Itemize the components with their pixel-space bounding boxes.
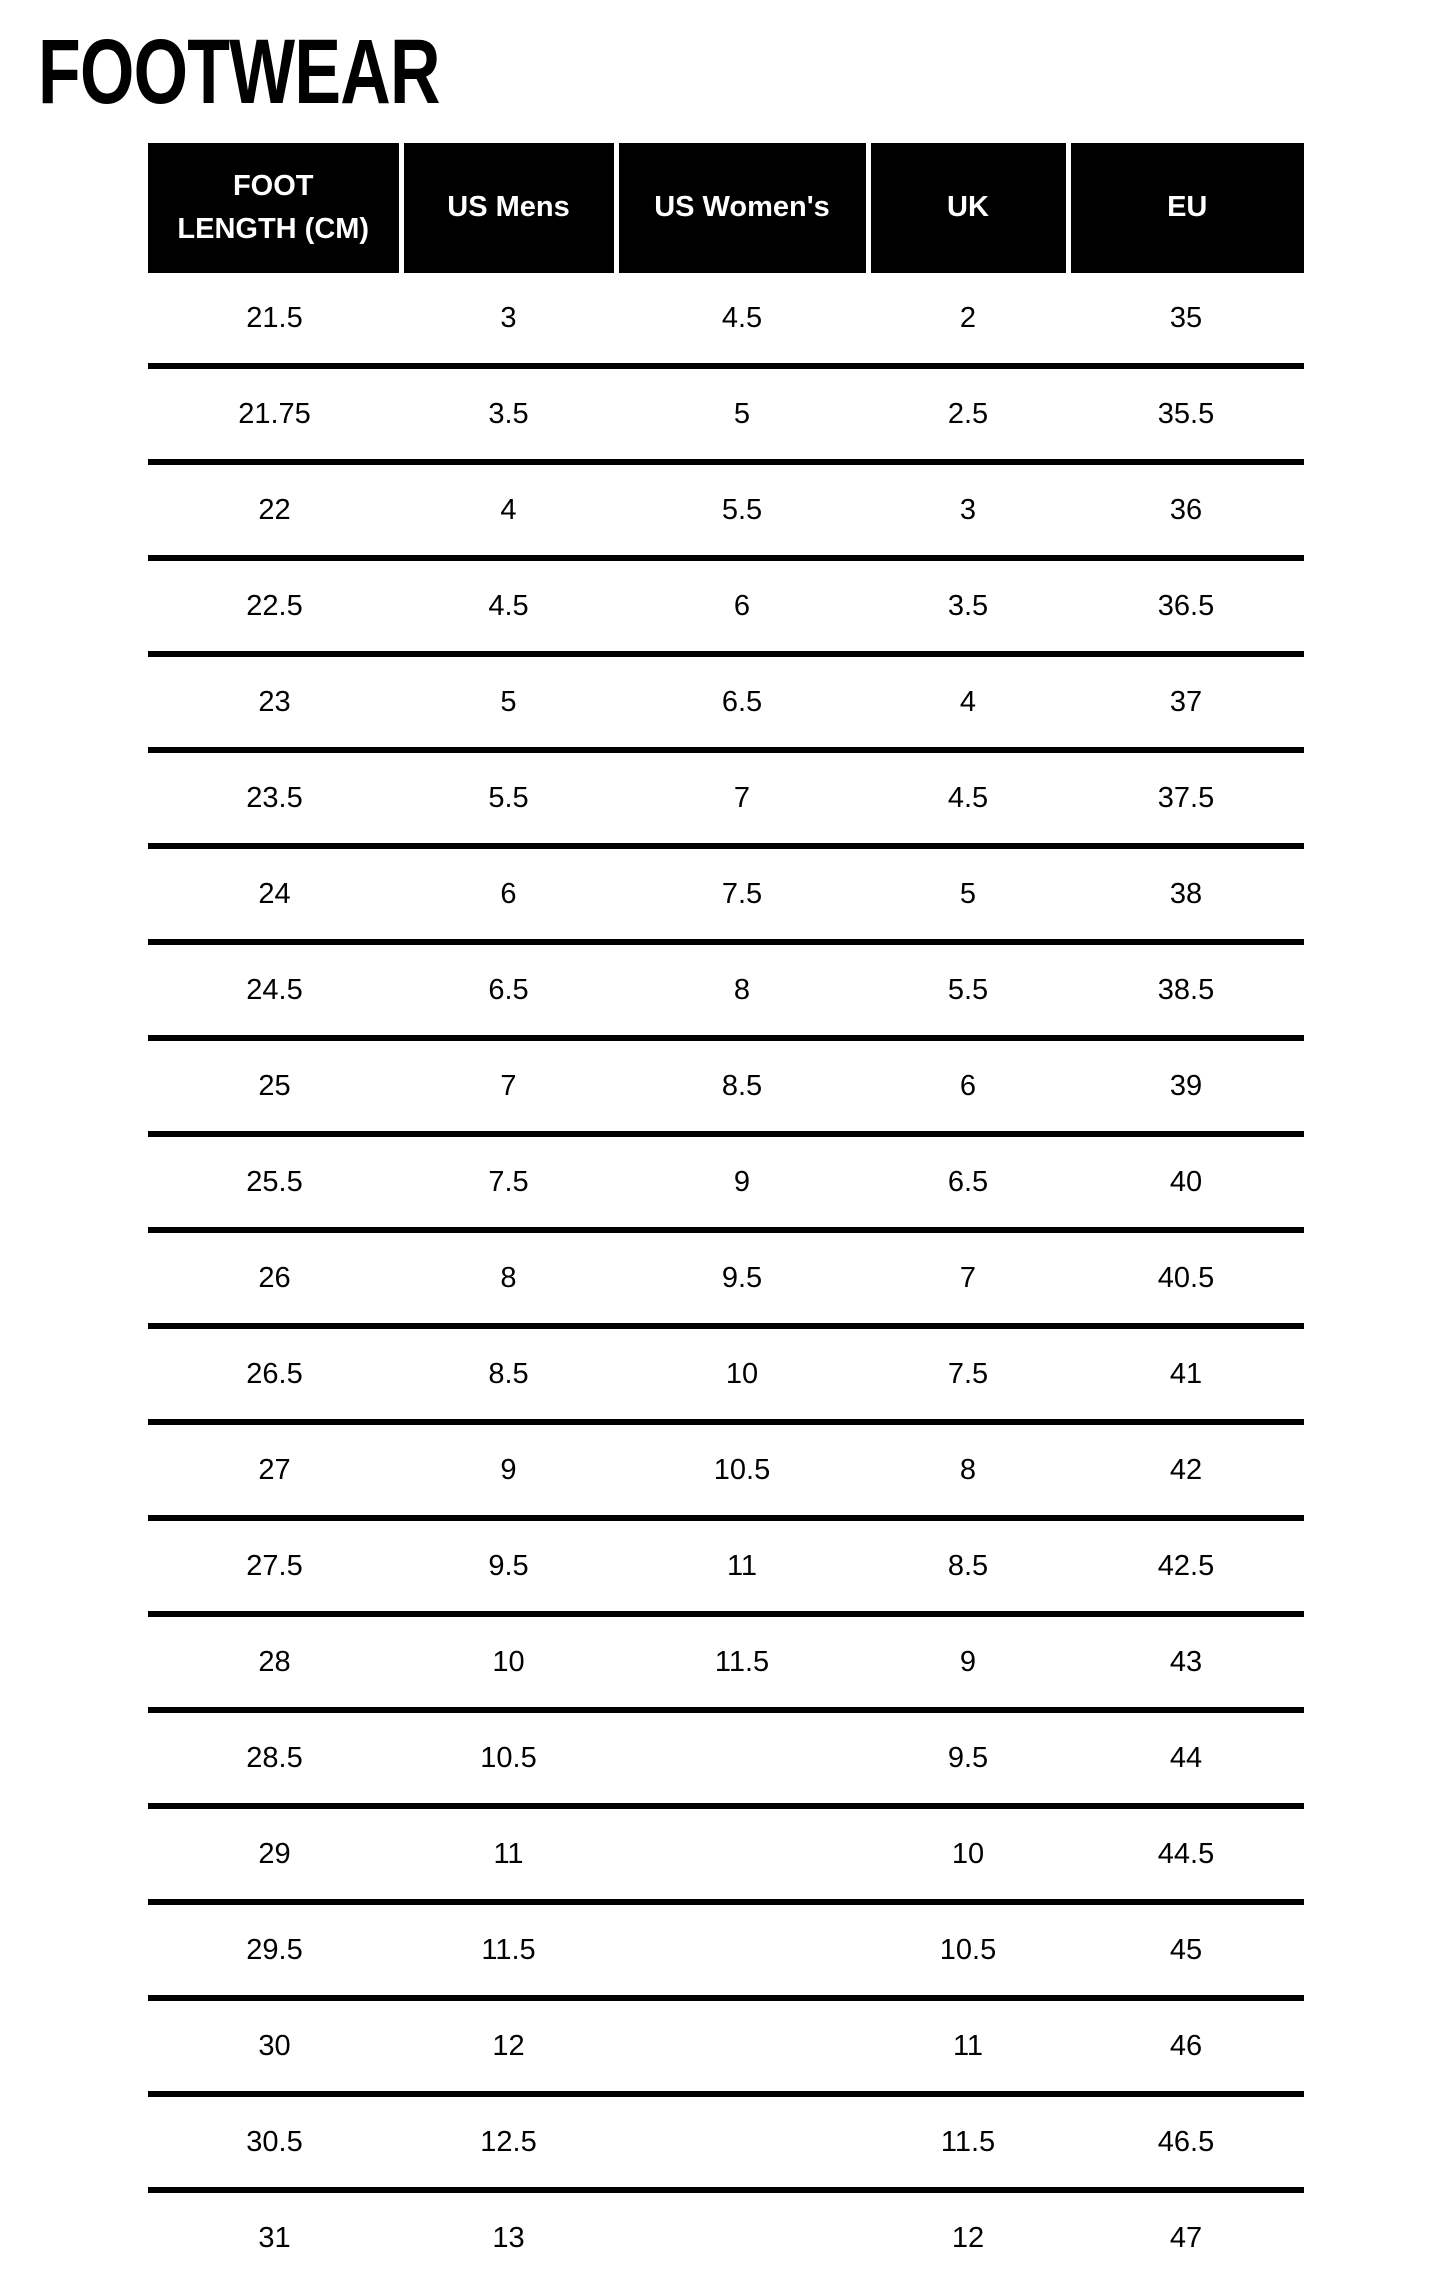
- cell-us-womens: [616, 1710, 868, 1806]
- cell-foot-length-cm: 27.5: [148, 1518, 401, 1614]
- cell-uk: 10: [868, 1806, 1068, 1902]
- cell-uk: 3.5: [868, 558, 1068, 654]
- cell-us-mens: 8.5: [401, 1326, 616, 1422]
- cell-us-mens: 11.5: [401, 1902, 616, 1998]
- cell-us-womens: 6: [616, 558, 868, 654]
- cell-eu: 35: [1169, 301, 1203, 334]
- table-row: [148, 2190, 1304, 2283]
- cell-eu: 42.5: [1068, 1518, 1304, 1614]
- cell-uk: 9.5: [868, 1710, 1068, 1806]
- cell-foot-length-cm: 29.5: [148, 1902, 401, 1998]
- table-header-row: [148, 143, 1304, 273]
- cell-foot-length-cm: 28: [148, 1614, 401, 1710]
- cell-uk: 10.5: [868, 1902, 1068, 1998]
- cell-us-womens: 11: [616, 1518, 868, 1614]
- cell-foot-length-cm: 24.5: [148, 942, 401, 1038]
- cell-eu: 47: [1068, 2190, 1304, 2283]
- cell-uk: 2: [959, 301, 977, 334]
- cell-us-mens: 9: [401, 1422, 616, 1518]
- column-header-us-mens: US Mens: [401, 143, 616, 273]
- cell-foot-length-cm: 25.5: [148, 1134, 401, 1230]
- cell-foot-length-cm: 26: [148, 1230, 401, 1326]
- cell-foot-length-cm: 26.5: [148, 1326, 401, 1422]
- table-row: [148, 1902, 1304, 1998]
- cell-us-mens: 12: [401, 1998, 616, 2094]
- cell-us-mens: 5: [401, 654, 616, 750]
- cell-us-womens: 9: [616, 1134, 868, 1230]
- cell-uk: 11: [868, 1998, 1068, 2094]
- cell-foot-length-cm: 30.5: [148, 2094, 401, 2190]
- cell-foot-length-cm: 30: [148, 1998, 401, 2094]
- cell-foot-length-cm: 31: [148, 2190, 401, 2283]
- cell-us-womens: [616, 1902, 868, 1998]
- table-row: [148, 1518, 1304, 1614]
- column-header-us-womens: US Women's: [616, 143, 868, 273]
- cell-us-womens: 5: [616, 366, 868, 462]
- cell-us-womens: 10.5: [616, 1422, 868, 1518]
- table-row: [148, 1422, 1304, 1518]
- cell-eu: 37.5: [1068, 750, 1304, 846]
- table-row: [148, 1614, 1304, 1710]
- cell-uk: 9: [868, 1614, 1068, 1710]
- cell-eu: 45: [1068, 1902, 1304, 1998]
- cell-us-womens: [616, 2094, 868, 2190]
- table-row: [148, 1326, 1304, 1422]
- cell-uk: 7.5: [868, 1326, 1068, 1422]
- cell-us-womens: [616, 2190, 868, 2283]
- cell-eu: 46.5: [1068, 2094, 1304, 2190]
- cell-us-mens: 7.5: [401, 1134, 616, 1230]
- footwear-size-table: [148, 143, 1304, 2283]
- cell-uk: 6: [868, 1038, 1068, 1134]
- cell-us-mens: 3.5: [401, 366, 616, 462]
- cell-foot-length-cm: 21.75: [148, 366, 401, 462]
- cell-eu: 36.5: [1068, 558, 1304, 654]
- cell-us-womens: [616, 1806, 868, 1902]
- cell-us-mens: 11: [401, 1806, 616, 1902]
- table-row: [148, 1038, 1304, 1134]
- cell-us-womens: 8.5: [616, 1038, 868, 1134]
- cell-us-mens: 13: [401, 2190, 616, 2283]
- column-header-uk: UK: [868, 143, 1068, 273]
- cell-eu: 43: [1068, 1614, 1304, 1710]
- cell-us-womens: 9.5: [616, 1230, 868, 1326]
- cell-uk: 5: [868, 846, 1068, 942]
- column-header-eu: EU: [1068, 143, 1304, 273]
- table-row: [148, 1998, 1304, 2094]
- cell-foot-length-cm: 23.5: [148, 750, 401, 846]
- cell-eu: 39: [1068, 1038, 1304, 1134]
- cell-eu: 36: [1068, 462, 1304, 558]
- cell-us-mens: 9.5: [401, 1518, 616, 1614]
- cell-us-womens: 5.5: [616, 462, 868, 558]
- cell-eu: 46: [1068, 1998, 1304, 2094]
- table-row: [148, 846, 1304, 942]
- cell-uk: 6.5: [868, 1134, 1068, 1230]
- table-row: [148, 1806, 1304, 1902]
- cell-us-mens: 4.5: [401, 558, 616, 654]
- table-row: [148, 654, 1304, 750]
- cell-us-mens: 10.5: [401, 1710, 616, 1806]
- cell-uk: 8.5: [868, 1518, 1068, 1614]
- cell-foot-length-cm: 29: [148, 1806, 401, 1902]
- cell-us-womens: 8: [616, 942, 868, 1038]
- cell-foot-length-cm: 28.5: [148, 1710, 401, 1806]
- cell-eu: 40: [1068, 1134, 1304, 1230]
- cell-eu: 35.5: [1068, 366, 1304, 462]
- cell-us-mens: 6: [401, 846, 616, 942]
- cell-uk: 7: [868, 1230, 1068, 1326]
- cell-us-womens: 7.5: [616, 846, 868, 942]
- cell-eu: 44: [1068, 1710, 1304, 1806]
- cell-uk: 5.5: [868, 942, 1068, 1038]
- cell-uk: 12: [868, 2190, 1068, 2283]
- table-row: [148, 1134, 1304, 1230]
- cell-eu: 38: [1068, 846, 1304, 942]
- cell-us-mens: 8: [401, 1230, 616, 1326]
- cell-uk: 3: [868, 462, 1068, 558]
- column-header-foot-length-cm: FOOT LENGTH (CM): [148, 143, 401, 273]
- cell-us-mens: 4: [401, 462, 616, 558]
- table-row: [148, 558, 1304, 654]
- table-row: [148, 942, 1304, 1038]
- table-row: [148, 1230, 1304, 1326]
- cell-foot-length-cm: 22: [148, 462, 401, 558]
- cell-us-womens: 6.5: [616, 654, 868, 750]
- cell-foot-length-cm: 27: [148, 1422, 401, 1518]
- cell-eu: 37: [1068, 654, 1304, 750]
- cell-us-mens: 5.5: [401, 750, 616, 846]
- cell-uk: 4.5: [868, 750, 1068, 846]
- cell-foot-length-cm: 25: [148, 1038, 401, 1134]
- cell-foot-length-cm: 23: [148, 654, 401, 750]
- cell-us-womens: 11.5: [616, 1614, 868, 1710]
- table-row: [148, 750, 1304, 846]
- cell-foot-length-cm: 24: [148, 846, 401, 942]
- cell-uk: 2.5: [868, 366, 1068, 462]
- cell-eu: 40.5: [1068, 1230, 1304, 1326]
- cell-us-mens: 10: [401, 1614, 616, 1710]
- cell-us-mens: 7: [401, 1038, 616, 1134]
- cell-eu: 38.5: [1068, 942, 1304, 1038]
- page-title: FOOTWEAR: [38, 21, 440, 123]
- cell-us-womens: [616, 1998, 868, 2094]
- cell-foot-length-cm: 22.5: [148, 558, 401, 654]
- cell-uk: 4: [868, 654, 1068, 750]
- cell-us-womens: 10: [616, 1326, 868, 1422]
- cell-us-womens: 4.5: [721, 301, 763, 334]
- cell-uk: 11.5: [868, 2094, 1068, 2190]
- table-row: [148, 462, 1304, 558]
- cell-us-mens: 6.5: [401, 942, 616, 1038]
- cell-us-womens: 7: [616, 750, 868, 846]
- cell-eu: 42: [1068, 1422, 1304, 1518]
- cell-eu: 44.5: [1068, 1806, 1304, 1902]
- table-body: [148, 273, 1304, 2283]
- table-row: [148, 2094, 1304, 2190]
- cell-foot-length-cm: 21.5: [246, 301, 303, 334]
- cell-uk: 8: [868, 1422, 1068, 1518]
- cell-us-mens: 3: [500, 301, 517, 334]
- cell-eu: 41: [1068, 1326, 1304, 1422]
- table-header: [148, 143, 1304, 273]
- cell-us-mens: 12.5: [401, 2094, 616, 2190]
- table-row: [148, 273, 1304, 366]
- table-row: [148, 1710, 1304, 1806]
- table-row: [148, 366, 1304, 462]
